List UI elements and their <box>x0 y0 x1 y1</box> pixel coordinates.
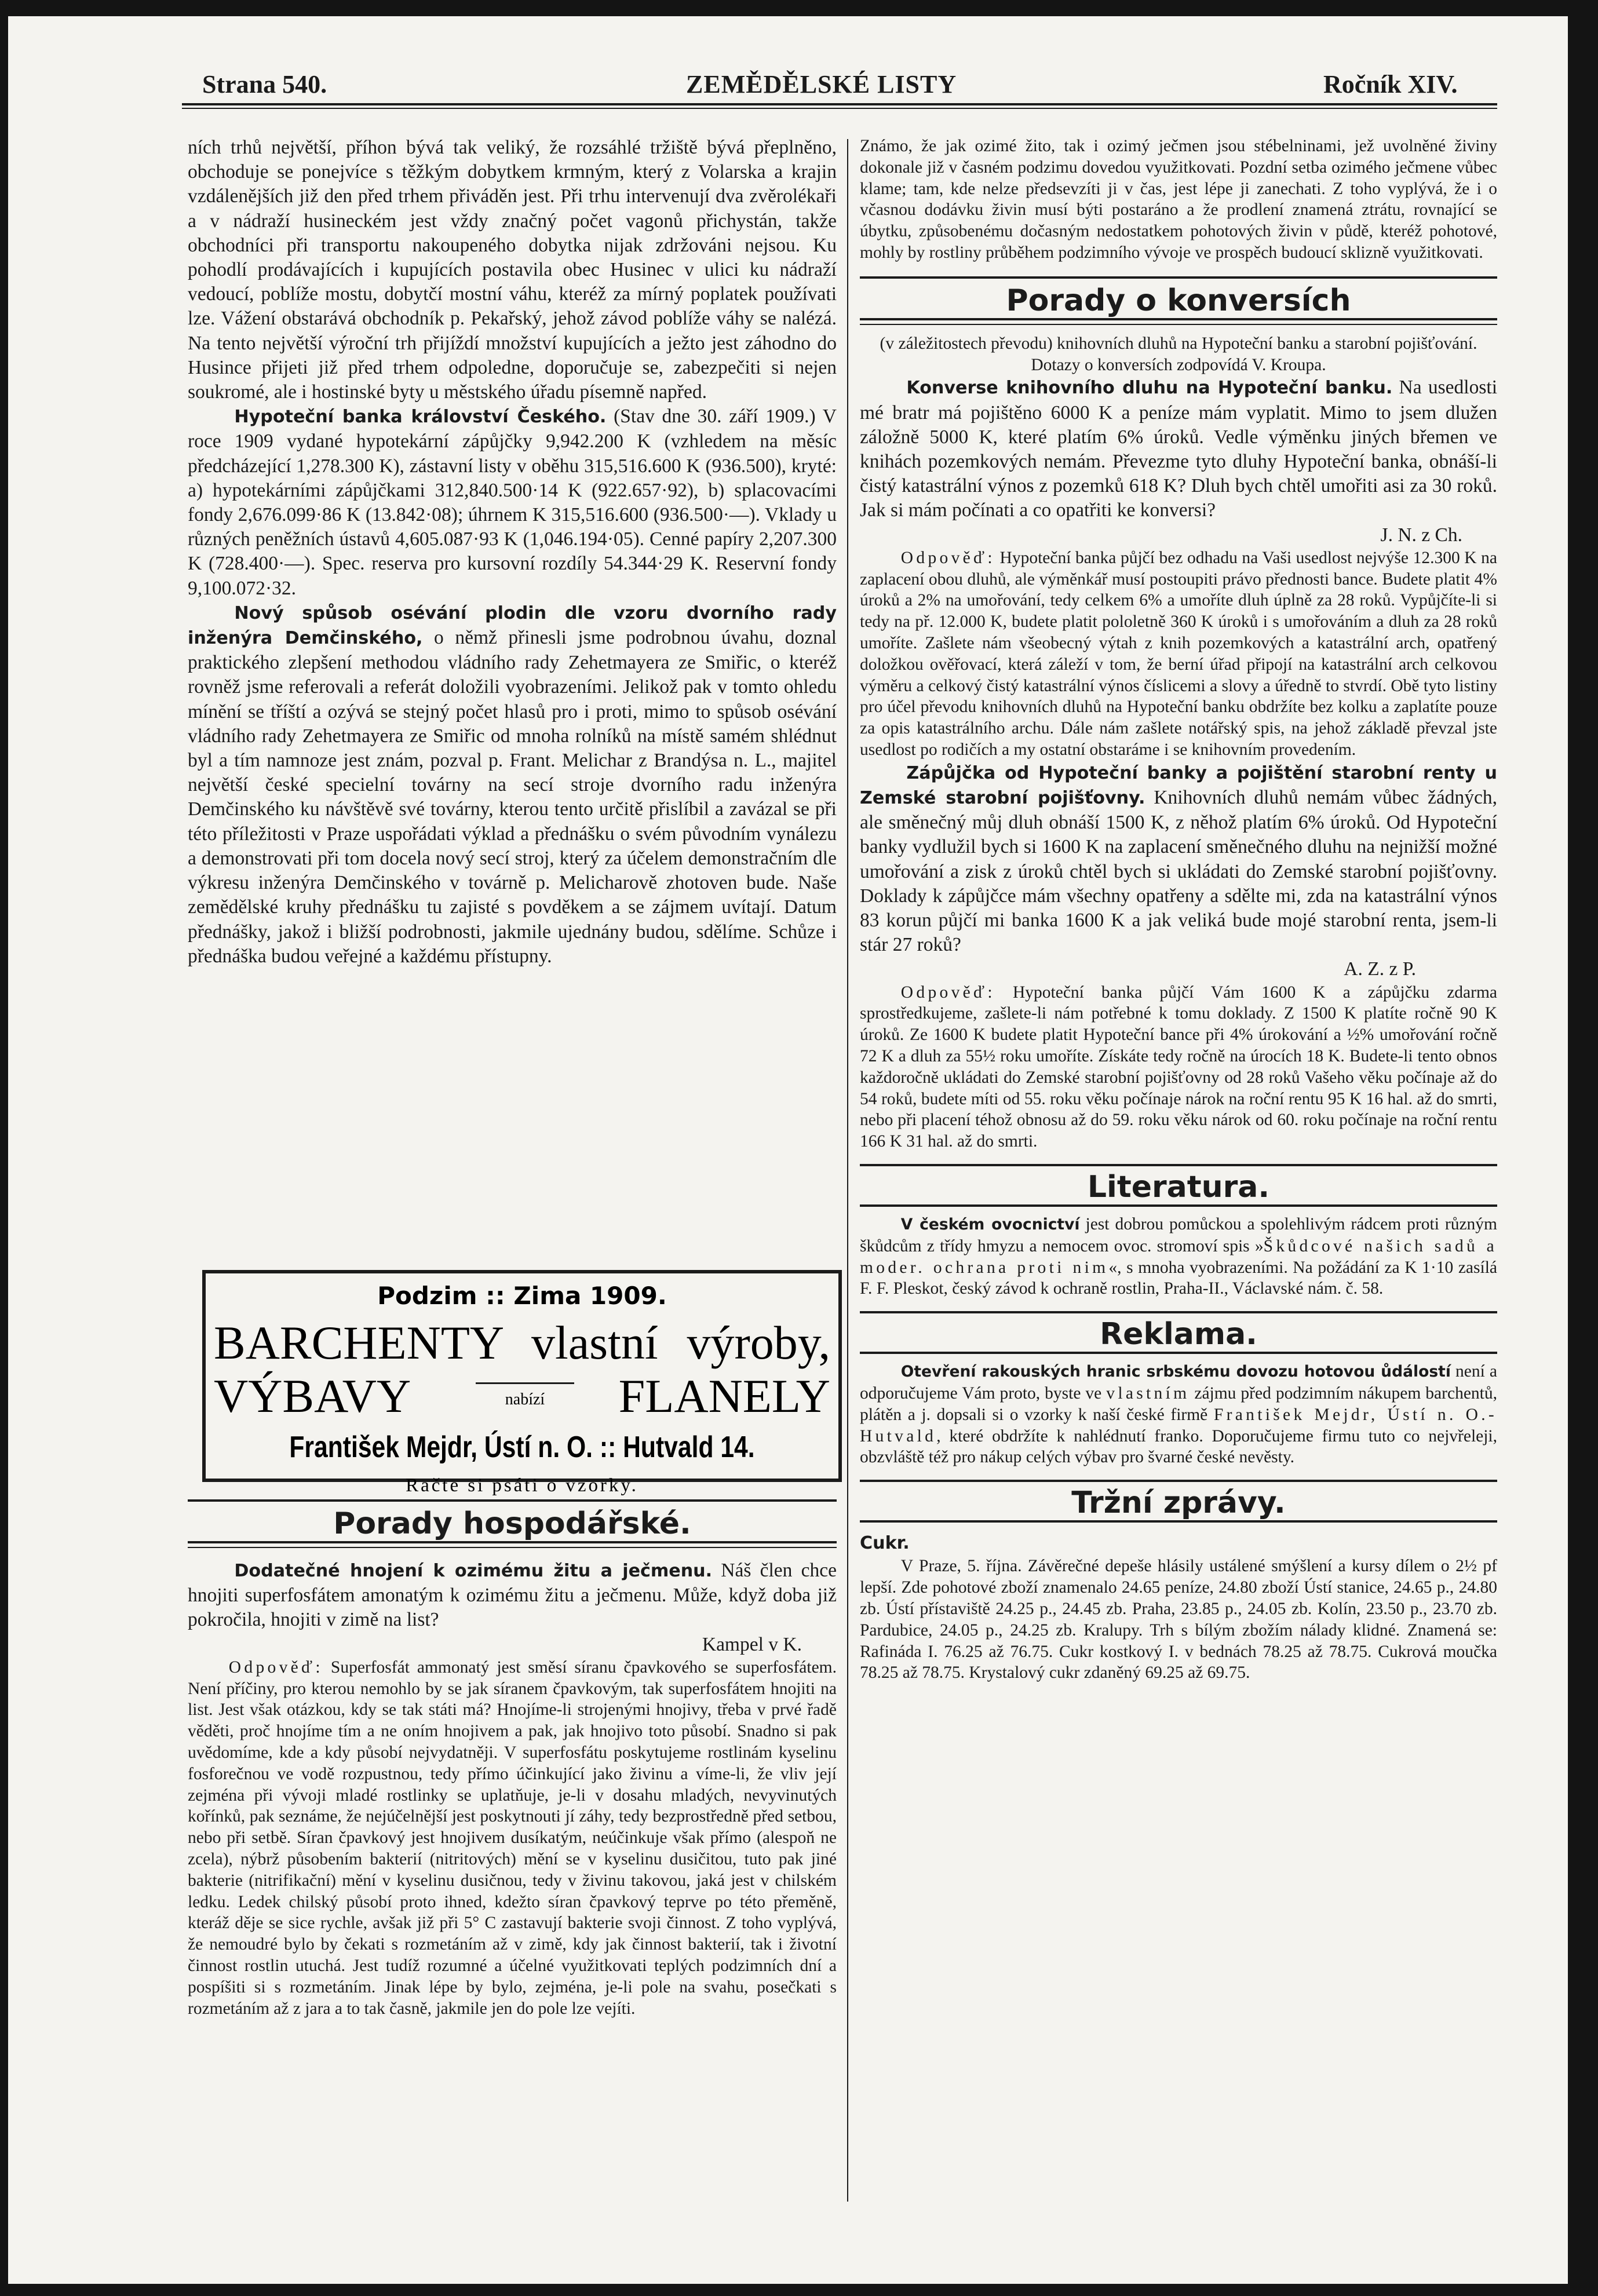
masthead-title: ZEMĚDĚLSKÉ LISTY <box>686 70 957 98</box>
section-title-porady-hospodarske: Porady hospodářské. <box>333 1506 691 1541</box>
ad-season: Podzim :: Zima 1909. <box>377 1282 667 1310</box>
section-title-porady-o-konversich: Porady o konversích <box>1006 283 1351 318</box>
konverse-intro: (v záležitostech převodu) knihovních dluhů na Hypoteční banku a starobní pojišťování. <box>880 334 1477 353</box>
market-report-cukr: V Praze, 5. října. Závěrečné depeše hlásily ustálené smýšlení a kursy dílem o 2½ pf lepší. Zde pohotové zboží znamenalo 24.65 peníze, 24.80 zboží Ústí stanice, 24.65 p., 24.80 zb. Ústí přístaviště 24.25 p., 24.45 zb. Praha, 23.85 p., 24.05 zb. Kolín, 23.50 p., 23.70 zb. Pardubice, 24.05 p., 24.25 zb. Kralupy. Trh s bílým zbožím nálady klidné. Znamená se: Rafináda I. 76.25 až 76.75. Cukr kostkový I. v bednách 78.25 až 78.75. Cukrová moučka 78.25 až 78.75. Krystalový cukr zdaněný 69.25 až 69.75. <box>860 1557 1497 1682</box>
section-title-literatura: Literatura. <box>1087 1169 1270 1204</box>
header-rule <box>182 103 1497 105</box>
section-title-reklama: Reklama. <box>1100 1317 1257 1352</box>
answer-hnojeni: Odpověď: Superfosfát ammonatý jest směsí síranu čpavkového se superfosfátem. Není příčiny, pro kterou nemohlo by se jak síranem čpavkovým, tak superfosfátem hnojiti na list. Jest však otázkou, kdy se tak státi má? Hnojíme-li strojenými hnojivy, třeba v prvé řadě věděti, proč hnojíme tím a ne oním hnojivem a pak, jak hnojivo toto působí. Snadno si pak uvědomíme, kde a kdy působí nejvydatněji. V superfosfátu poskytujeme rostlinám kyselinu fosforečnou ve vodě rozpustnou, tedy přímo účinkující jako živinu a víme-li, že vliv její zejména při vývoji mladé rostlinky se uplatňuje, je-li v dosahu mladých, nevyvinutých kořínků, pak seznáme, že nejúčelnější jest poskytnouti jí záhy, tedy bezprostředně před setbou, nebo při setbě. Síran čpavkový jest hnojivem dusíkatým, neúčinkuje však přímo (alespoň ne zcela), nýbrž působením bakterií (nitritových) mění se v kyselinu dusičitou, tuto pak jiné bakterie (nitrifikační) mění v kyselinu dusičnou, tedy v živinu takovou, jaká jest v chilském ledku. Ledek chilský působí proto ihned, kdežto síran čpavkový teprve po této přeměně, kteráž děje se sice rychle, avšak již při 5° C zastavují bakterie svoji činnost. Z toho vyplývá, že nemoudré bylo by čekati s rozmetáním až v zimě, kdy jak činnost bakterií, tak i životní činnost rostlin utuchá. Jest tudíž rozumné a účelné využitkovati teplých podzimních dní a pospíšiti si s rozmetáním. Jinak lépe by bylo, zejména, je-li pole na svahu, posečkati s rozmetáním až z jara a to tak časně, jakmile jen do pole lze vejíti. <box>188 1658 837 2018</box>
page-number: Strana 540. <box>202 70 327 98</box>
answer-label: Odpověď: <box>900 983 995 1002</box>
konverse-editor: Dotazy o konversích zodpovídá V. Kroupa. <box>1031 355 1326 374</box>
question-hnojeni: Dodatečné hnojení k ozimému žitu a ječmenu. Náš člen chce hnojiti superfosfátem amonatým k ozimému žitu a ječmenu. Může, když doba již pokročila, hnojiti v zimě na list? <box>188 1560 837 1631</box>
header-rule-thin <box>182 108 1497 109</box>
right-column <box>860 136 1497 1684</box>
question-signature: A. Z. z P. <box>1344 958 1416 980</box>
question-heading: Konverse knihovního dluhu na Hypoteční banku. <box>906 378 1393 399</box>
question-zapujcka: Zápůjčka od Hypoteční banky a pojištění starobní renty u Zemské starobní pojišťovny. Knihovních dluhů nemám vůbec žádných, ale směnečný můj dluh obnáší 1500 K, z něhož platím 6% úroků. Od Hypoteční banky vydlužil bych si 1600 K na zaplacení směnečného dluhu na nejnižší možné umořování a zisk z úroků chtěl bych si ukládati do Zemské starobní pojišťovny. Doklady k zápůjčce mám všechny opatřeny a sdělte mi, zda na katastrální výnos 83 korun půjčí mi banka 1600 K a jak veliká bude mojé starobní renta, jsem-li stár 27 roků? <box>860 762 1497 956</box>
article-heading: Nový spůsob osévání plodin dle vzoru dvorního rady inženýra Demčinského, <box>188 603 837 649</box>
volume-number: Ročník XIV. <box>1323 70 1458 98</box>
literatura-heading: V českém ovocnictví <box>900 1215 1080 1233</box>
answer-konverse: Odpověď: Hypoteční banka půjčí bez odhadu na Vaši usedlost nejvýše 12.300 K na zaplacení obou dluhů, ale výměnkář musí postoupiti právo přednosti bance. Budete platit 4% úroků a 2% na umořování, tedy celkem 6% a umoříte dluh úplně za 28 roků. Vypůjčíte-li si tedy na př. 12.000 K, budete platit pololetně 360 K úroků i s umořováním a dluh za 28 roků umoříte. Zašlete nám všeobecný výtah z knih pozemkových a katastrální arch, opatřený doložkou ověřovací, která záleží v tom, že berní úřad připojí na katastrální arch celkovou výměru a celkový čistý katastrální výnos číslicemi a slovy a úředně to stvrdí. Obě tyto listiny pro účel převodu knihovních dluhů na Hypoteční banku obdržíte bez kolku a zaplatíte pouze za opis katastrálního archu. Dále nám zašlete notářský spis, na jehož základě převzal jste usedlost po rodičích a my ostatní obstaráme i se knihovním provedením. <box>860 548 1497 759</box>
section-rule <box>860 1204 1497 1207</box>
answer-label: Odpověď: <box>900 548 995 567</box>
section-rule <box>860 1480 1497 1482</box>
section-rule <box>860 276 1497 279</box>
section-rule <box>188 1499 837 1502</box>
left-column-upper <box>188 136 837 969</box>
column-divider <box>847 139 848 2202</box>
section-rule <box>860 1311 1497 1313</box>
left-column-lower <box>188 1499 837 2019</box>
reklama-emphasis: vlastním <box>1106 1384 1190 1403</box>
ad-barchenty: BARCHENTY vlastní výroby, <box>214 1316 830 1369</box>
question-konverse: Konverse knihovního dluhu na Hypoteční banku. Na usedlosti mé bratr má pojištěno 6000 K a peníze mám vyplatit. Mimo to jsem dlužen záložně 5000 K, které platím 6% úroků. Vedle výměnku jiných břemen ve knihách pozemkových nemám. Převezme tyto dluhy Hypoteční banka, obnáší-li čistý katastrální výnos z pozemků 618 K? Dluh bych chtěl umořiti asi za 30 roků. Jak si mám počínati a co opatřiti ke konversi? <box>860 377 1497 521</box>
article-literatura: V českém ovocnictví jest dobrou pomůckou a spolehlivým rádcem proti různým škůdcům z třídy hmyzu a nemocem ovoc. stromoví spis »Škůdcové našich sadů a moder. ochrana proti nim«, s mnoha vyobrazeními. Na požádání za K 1·10 zasílá F. F. Pleskot, český závod k ochraně rostlin, Praha-II., Václavské nám. č. 58. <box>860 1214 1497 1298</box>
section-rule <box>860 1520 1497 1523</box>
section-rule-thin <box>860 324 1497 325</box>
article-oseva: Nový spůsob osévání plodin dle vzoru dvorního rady inženýra Demčinského, o němž přinesli jsme podrobnou úvahu, doznal praktického zlepšení methodou vládního rady Zehetmayera ze Smiřic, o kteréž rovněž jsme referovali a referát doložili vyobrazeními. Jelikož pak v tomto ohledu mínění se tříští a ozývá se stejný počet hlasů pro i proti, mimo to spůsob osévání vládního rady Zehetmayera ze Smiřic od mnoha rolníků na místě samém shlédnut byl a tím namnoze jest znám, pozval p. Frant. Melichar z Brandýsa n. L., majitel největší české specielní továrny na secí stroje dvorního radu inženýra Demčinského ku návštěvě své továrny, kterou tento určitě přislíbil a zavázal se při této příležitosti v Praze uspořádati výklad a přednášku o svém původním vynálezu a demonstrovati při tom docela nový secí stroj, který za účelem demonstračním dle výkresu inženýra Demčinského v továrně p. Melicharově zhotoven bude. Naše zemědělské kruhy přednášku tu zajisté s povděkem a se zájmem uvítají. Datum přednášky, jakož i bližší podrobnosti, jakmile ujednány budou, sdělíme. Schůze i přednáška budou veřejné a každému přístupny. <box>188 603 837 967</box>
question-heading: Dodatečné hnojení k ozimému žitu a ječmenu. <box>234 1561 713 1581</box>
question-heading: Zápůjčka od Hypoteční banky a pojištění starobní renty u Zemské starobní pojišťovny. <box>860 762 1497 808</box>
question-signature: Kampel v K. <box>702 1633 802 1655</box>
section-title-trzni-zpravy: Tržní zprávy. <box>1071 1485 1286 1521</box>
article-hypotecni-banka: Hypoteční banka království Českého. (Stav dne 30. září 1909.) V roce 1909 vydané hypotekární zápůjčky 9,942.200 K (vzhledem na měsíc předcházející 1,278.300 K), zástavní listy v oběhu 315,516.600 K (936.500), kryté: a) hypotekárními zápůjčkami 312,840.500·14 K (922.657·92), b) splacovacími fondy 2,676.099·86 K (13.842·08); úhrnem K 315,516.600 (936.500·—). Vklady u různých peněžních ústavů 4,605.087·93 K (1,046.194·05). Cenné papíry 2,207.300 K (728.400·—). Spec. reserva pro kursovní rozdíly 54.344·29 K. Reservní fondy 9,100.072·32. <box>188 406 837 599</box>
ad-vybavy: VÝBAVY <box>214 1370 411 1422</box>
ad-nabizi: nabízí <box>476 1382 574 1408</box>
book-title: Škůdcové našich sadů a moder. ochrana proti nim <box>860 1236 1497 1277</box>
reklama-firm: František Mejdr, Ústí n. O.-Hutvald <box>860 1405 1498 1446</box>
ad-samples: Račte si psáti o vzorky. <box>406 1475 639 1496</box>
question-signature: J. N. z Ch. <box>1380 524 1462 546</box>
advertisement-barchenty <box>202 1270 842 1496</box>
ad-vybavy-flanely <box>214 1370 830 1423</box>
section-rule-thin <box>188 1547 837 1548</box>
article-husinec: ních trhů největší, příhon bývá tak veliký, že rozsáhlé tržiště bývá přeplněno, obchoduje se ponejvíce s těžkým dobytkem krmným, který z Volarska a krajin vzdálenějších již den před trhem přiváděn jest. Při trhu intervenují dva zvěrolékaři a v nádraží husineckém jest vždy značný počet vagonů přichystán, takže obchodníci při transportu nakoupeného dobytka nijak zdržováni nejsou. Ku pohodlí prodávajících i kupujících postavila obec Husinec v ulici ku nádraží vedoucí, poblíže mostu, dobytčí mostní váhu, kteréž za mírný poplatek používati lze. Vážení obstarává obchodník p. Pekařský, jehož závod poblíže váhy se nalézá. Na tento největší výroční trh přijíždí množství kupujících a ježto jest záhodno do Husince přijeti již před trhem odpoledne, doporučuje se, zabezpečiti si nejen soukromé, ale i hostinské byty u městského úřadu písemně napřed. <box>188 137 837 403</box>
reklama-heading: Otevření rakouských hranic srbskému dovozu hotovou ůdálostí <box>900 1363 1451 1381</box>
article-reklama: Otevření rakouských hranic srbskému dovozu hotovou ůdálostí není a odporučujeme Vám proto, byste ve vlastním zájmu před podzimním nákupem barchentů, plátěn a j. dopsali si o vzorky k naší české firmě František Mejdr, Ústí n. O.-Hutvald, které obdržíte k nahlédnutí franko. Doporučujeme firmu tuto co nejvřeleji, obzvláště též pro nákup celých výbav pro švarné české nevěsty. <box>860 1362 1498 1467</box>
section-rule <box>860 1164 1497 1166</box>
answer-label: Odpověď: <box>228 1658 323 1677</box>
ad-flanely: FLANELY <box>618 1370 830 1422</box>
market-heading: Cukr. <box>860 1533 910 1554</box>
section-rule <box>188 1541 837 1543</box>
newspaper-page <box>8 16 1568 2284</box>
section-rule <box>860 1352 1497 1354</box>
answer-zapujcka: Odpověď: Hypoteční banka půjčí Vám 1600 K a zápůjčku zdarma sprostředkujeme, zašlete-li nám potřebné k tomu doklady. Z 1500 K platíte ročně 90 K úroků. Ze 1600 K budete platit Hypoteční bance při 4% úrokování a ½% umořování ročně 72 K a dluh za 55½ roku umoříte. Získáte tedy ročně na úrocích 18 K. Budete-li tento obnos každoročně ukládati do Zemské starobní pojišťovny od 28 roků Vašeho věku počínaje až do 54 roků, budete míti od 55. roku věku počínaje nárok na roční rentu 95 K 16 hal. až do smrti, nebo při placení téhož obnosu až do 59. roku věku nárok od 60. roku počínaje na roční rentu 166 K 31 hal. až do smrti. <box>860 983 1497 1151</box>
article-heading: Hypoteční banka království Českého. <box>234 407 607 428</box>
article-ozime-conclusion: Známo, že jak ozimé žito, tak i ozimý ječmen jsou stébelninami, jež uvolněné živiny dokonale již v časném podzimu dovedou využitkovati. Pozdní setba ozimého ječmene vůbec klame; tam, kde nelze předsevzíti ji v čas, jest lépe ji zanechati. Z toho vyplývá, že i o včasnou dodávku živin musí býti postaráno a že prodlení znamená ztrátu, rovnající se úbytku, způsobenému dočasným nedostatkem pohotových živin v půdě, kteréž pohotové, mohly by rostliny průběhem podzimního vývoje ve prospěch budoucí sklizně využitkovati. <box>860 137 1497 262</box>
section-rule <box>860 318 1497 320</box>
ad-firm: František Mejdr, Ústí n. O. :: Hutvald 14. <box>289 1430 755 1464</box>
